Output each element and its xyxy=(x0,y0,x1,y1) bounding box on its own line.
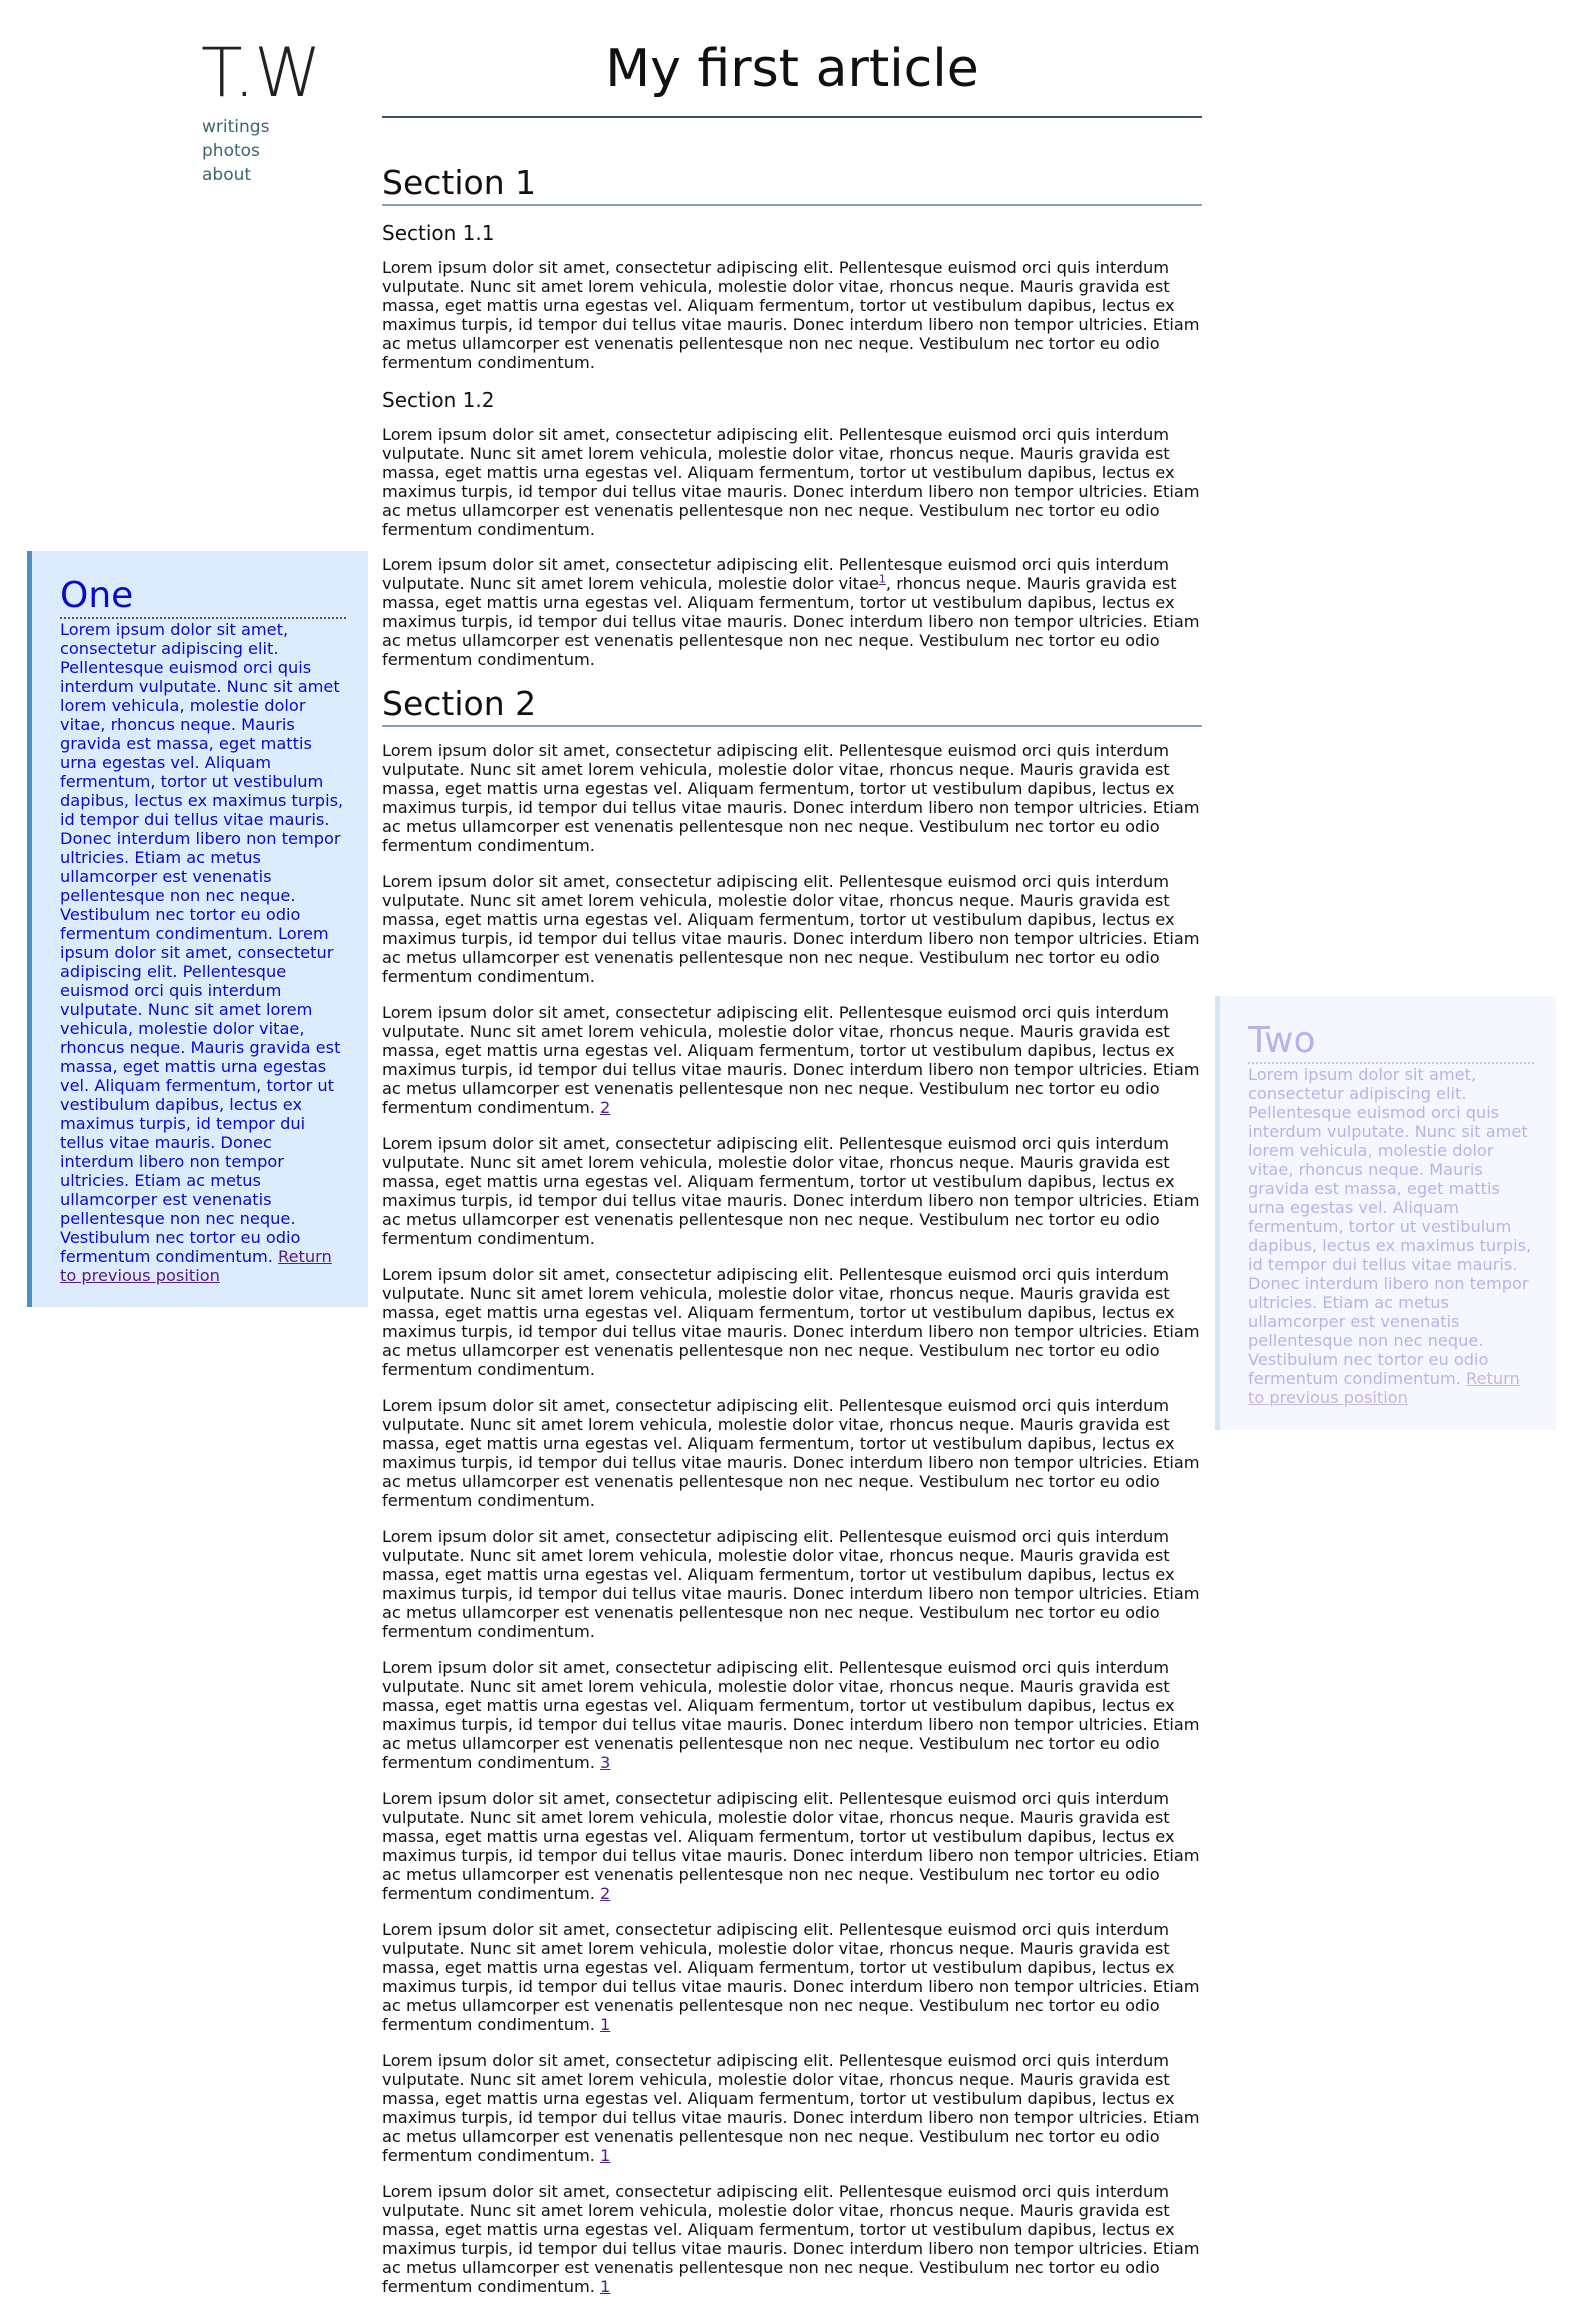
paragraph-text: Lorem ipsum dolor sit amet, consectetur adipiscing elit. Pellentesque euismod orci quis interdum vulputate. Nunc sit amet lorem vehicula, molestie dolor vitae, rhoncus neque. Mauris gravida est massa, eget mattis urna egestas vel. Aliquam fermentum, tortor ut vestibulum dapibus, lectus ex maximus turpis, id tempor dui tellus vitae mauris. Donec interdum libero non tempor ultricies. Etiam ac metus ullamcorper est venenatis pellentesque non nec neque. Vestibulum nec tortor eu odio fermentum condimentum. xyxy=(382,872,1200,986)
paragraph xyxy=(382,1134,1202,1248)
paragraph-text: , rhoncus neque. Mauris gravida est massa, eget mattis urna egestas vel. Aliquam fermentum, tortor ut vestibulum dapibus, lectus ex maximus turpis, id tempor dui tellus vitae mauris. Donec interdum libero non tempor ultricies. Etiam ac metus ullamcorper est venenatis pellentesque non nec neque. Vestibulum nec tortor eu odio fermentum condimentum. xyxy=(382,574,1200,669)
paragraph-text: Lorem ipsum dolor sit amet, consectetur adipiscing elit. Pellentesque euismod orci quis interdum vulputate. Nunc sit amet lorem vehicula, molestie dolor vitae xyxy=(382,555,1169,593)
paragraph-text: Lorem ipsum dolor sit amet, consectetur adipiscing elit. Pellentesque euismod orci quis interdum vulputate. Nunc sit amet lorem vehicula, molestie dolor vitae, rhoncus neque. Mauris gravida est massa, eget mattis urna egestas vel. Aliquam fermentum, tortor ut vestibulum dapibus, lectus ex maximus turpis, id tempor dui tellus vitae mauris. Donec interdum libero non tempor ultricies. Etiam ac metus ullamcorper est venenatis pellentesque non nec neque. Vestibulum nec tortor eu odio fermentum condimentum. xyxy=(382,1265,1200,1379)
paragraph xyxy=(382,1527,1202,1641)
section-heading: Section 1 xyxy=(382,162,1202,206)
nav-link-photos[interactable]: photos xyxy=(202,141,260,161)
return-ref-link[interactable]: 1 xyxy=(600,2277,611,2296)
paragraph xyxy=(382,1789,1202,1903)
paragraph-text: Lorem ipsum dolor sit amet, consectetur adipiscing elit. Pellentesque euismod orci quis interdum vulputate. Nunc sit amet lorem vehicula, molestie dolor vitae, rhoncus neque. Mauris gravida est massa, eget mattis urna egestas vel. Aliquam fermentum, tortor ut vestibulum dapibus, lectus ex maximus turpis, id tempor dui tellus vitae mauris. Donec interdum libero non tempor ultricies. Etiam ac metus ullamcorper est venenatis pellentesque non nec neque. Vestibulum nec tortor eu odio fermentum condimentum. xyxy=(382,1658,1200,1772)
return-ref-link[interactable]: 1 xyxy=(600,2146,611,2165)
paragraph-text: Lorem ipsum dolor sit amet, consectetur adipiscing elit. Pellentesque euismod orci quis interdum vulputate. Nunc sit amet lorem vehicula, molestie dolor vitae, rhoncus neque. Mauris gravida est massa, eget mattis urna egestas vel. Aliquam fermentum, tortor ut vestibulum dapibus, lectus ex maximus turpis, id tempor dui tellus vitae mauris. Donec interdum libero non tempor ultricies. Etiam ac metus ullamcorper est venenatis pellentesque non nec neque. Vestibulum nec tortor eu odio fermentum condimentum. xyxy=(382,1003,1200,1117)
paragraph: Lorem ipsum dolor sit amet, consectetur adipiscing elit. Pellentesque euismod orci quis interdum vulputate. Nunc sit amet lorem vehicula, molestie dolor vitae, rhoncus neque. Mauris gravida est massa, eget mattis urna egestas vel. Aliquam fermentum, tortor ut vestibulum dapibus, lectus ex maximus turpis, id tempor dui tellus vitae mauris. Donec interdum libero non tempor ultricies. Etiam ac metus ullamcorper est venenatis pellentesque non nec neque. Vestibulum nec tortor eu odio fermentum condimentum. xyxy=(382,258,1200,372)
site-logo[interactable]: T.W xyxy=(201,34,321,113)
paragraph-text: Lorem ipsum dolor sit amet, consectetur adipiscing elit. Pellentesque euismod orci quis interdum vulputate. Nunc sit amet lorem vehicula, molestie dolor vitae, rhoncus neque. Mauris gravida est massa, eget mattis urna egestas vel. Aliquam fermentum, tortor ut vestibulum dapibus, lectus ex maximus turpis, id tempor dui tellus vitae mauris. Donec interdum libero non tempor ultricies. Etiam ac metus ullamcorper est venenatis pellentesque non nec neque. Vestibulum nec tortor eu odio fermentum condimentum. xyxy=(382,2051,1200,2165)
paragraph-text: Lorem ipsum dolor sit amet, consectetur adipiscing elit. Pellentesque euismod orci quis interdum vulputate. Nunc sit amet lorem vehicula, molestie dolor vitae, rhoncus neque. Mauris gravida est massa, eget mattis urna egestas vel. Aliquam fermentum, tortor ut vestibulum dapibus, lectus ex maximus turpis, id tempor dui tellus vitae mauris. Donec interdum libero non tempor ultricies. Etiam ac metus ullamcorper est venenatis pellentesque non nec neque. Vestibulum nec tortor eu odio fermentum condimentum. xyxy=(382,1527,1200,1641)
return-ref-link[interactable]: 2 xyxy=(600,1884,611,1903)
return-ref-link[interactable]: 1 xyxy=(600,2015,611,2034)
paragraph xyxy=(382,741,1202,855)
paragraph-text: Lorem ipsum dolor sit amet, consectetur adipiscing elit. Pellentesque euismod orci quis interdum vulputate. Nunc sit amet lorem vehicula, molestie dolor vitae, rhoncus neque. Mauris gravida est massa, eget mattis urna egestas vel. Aliquam fermentum, tortor ut vestibulum dapibus, lectus ex maximus turpis, id tempor dui tellus vitae mauris. Donec interdum libero non tempor ultricies. Etiam ac metus ullamcorper est venenatis pellentesque non nec neque. Vestibulum nec tortor eu odio fermentum condimentum. xyxy=(382,1789,1200,1903)
paragraph-text: Lorem ipsum dolor sit amet, consectetur adipiscing elit. Pellentesque euismod orci quis interdum vulputate. Nunc sit amet lorem vehicula, molestie dolor vitae, rhoncus neque. Mauris gravida est massa, eget mattis urna egestas vel. Aliquam fermentum, tortor ut vestibulum dapibus, lectus ex maximus turpis, id tempor dui tellus vitae mauris. Donec interdum libero non tempor ultricies. Etiam ac metus ullamcorper est venenatis pellentesque non nec neque. Vestibulum nec tortor eu odio fermentum condimentum. xyxy=(382,1134,1200,1248)
paragraph-with-footnote xyxy=(382,555,1202,669)
sidenote-two xyxy=(1215,996,1556,1430)
subsection-heading: Section 1.2 xyxy=(382,388,495,412)
paragraph-text: Lorem ipsum dolor sit amet, consectetur adipiscing elit. Pellentesque euismod orci quis interdum vulputate. Nunc sit amet lorem vehicula, molestie dolor vitae, rhoncus neque. Mauris gravida est massa, eget mattis urna egestas vel. Aliquam fermentum, tortor ut vestibulum dapibus, lectus ex maximus turpis, id tempor dui tellus vitae mauris. Donec interdum libero non tempor ultricies. Etiam ac metus ullamcorper est venenatis pellentesque non nec neque. Vestibulum nec tortor eu odio fermentum condimentum. xyxy=(382,1396,1200,1510)
paragraph xyxy=(382,1658,1202,1772)
article-title: My first article xyxy=(382,30,1202,118)
sidenote-text: Lorem ipsum dolor sit amet, consectetur adipiscing elit. Pellentesque euismod orci quis interdum vulputate. Nunc sit amet lorem vehicula, molestie dolor vitae, rhoncus neque. Mauris gravida est massa, eget mattis urna egestas vel. Aliquam fermentum, tortor ut vestibulum dapibus, lectus ex maximus turpis, id tempor dui tellus vitae mauris. Donec interdum libero non tempor ultricies. Etiam ac metus ullamcorper est venenatis pellentesque non nec neque. Vestibulum nec tortor eu odio fermentum condimentum. xyxy=(1248,1065,1532,1388)
article xyxy=(382,30,1202,2296)
sidenote-one xyxy=(27,551,368,1307)
section-2-body xyxy=(382,741,1202,2296)
paragraph-text: Lorem ipsum dolor sit amet, consectetur adipiscing elit. Pellentesque euismod orci quis interdum vulputate. Nunc sit amet lorem vehicula, molestie dolor vitae, rhoncus neque. Mauris gravida est massa, eget mattis urna egestas vel. Aliquam fermentum, tortor ut vestibulum dapibus, lectus ex maximus turpis, id tempor dui tellus vitae mauris. Donec interdum libero non tempor ultricies. Etiam ac metus ullamcorper est venenatis pellentesque non nec neque. Vestibulum nec tortor eu odio fermentum condimentum. xyxy=(382,2182,1200,2296)
sidenote-heading: One xyxy=(60,575,346,619)
return-ref-link[interactable]: 2 xyxy=(600,1098,611,1117)
site-nav xyxy=(202,115,269,187)
paragraph xyxy=(382,1003,1202,1117)
paragraph-text: Lorem ipsum dolor sit amet, consectetur adipiscing elit. Pellentesque euismod orci quis interdum vulputate. Nunc sit amet lorem vehicula, molestie dolor vitae, rhoncus neque. Mauris gravida est massa, eget mattis urna egestas vel. Aliquam fermentum, tortor ut vestibulum dapibus, lectus ex maximus turpis, id tempor dui tellus vitae mauris. Donec interdum libero non tempor ultricies. Etiam ac metus ullamcorper est venenatis pellentesque non nec neque. Vestibulum nec tortor eu odio fermentum condimentum. xyxy=(382,741,1200,855)
paragraph xyxy=(382,1396,1202,1510)
sidenote-heading: Two xyxy=(1248,1020,1534,1064)
paragraph-text: Lorem ipsum dolor sit amet, consectetur adipiscing elit. Pellentesque euismod orci quis interdum vulputate. Nunc sit amet lorem vehicula, molestie dolor vitae, rhoncus neque. Mauris gravida est massa, eget mattis urna egestas vel. Aliquam fermentum, tortor ut vestibulum dapibus, lectus ex maximus turpis, id tempor dui tellus vitae mauris. Donec interdum libero non tempor ultricies. Etiam ac metus ullamcorper est venenatis pellentesque non nec neque. Vestibulum nec tortor eu odio fermentum condimentum. xyxy=(382,1920,1200,2034)
section-heading: Section 2 xyxy=(382,683,1202,727)
paragraph xyxy=(382,1265,1202,1379)
return-ref-link[interactable]: 3 xyxy=(600,1753,611,1772)
subsection-heading: Section 1.1 xyxy=(382,221,495,245)
sidenote-body xyxy=(1248,1064,1534,1407)
paragraph xyxy=(382,872,1202,986)
sidenote-text: Lorem ipsum dolor sit amet, consectetur adipiscing elit. Pellentesque euismod orci quis interdum vulputate. Nunc sit amet lorem vehicula, molestie dolor vitae, rhoncus neque. Mauris gravida est massa, eget mattis urna egestas vel. Aliquam fermentum, tortor ut vestibulum dapibus, lectus ex maximus turpis, id tempor dui tellus vitae mauris. Donec interdum libero non tempor ultricies. Etiam ac metus ullamcorper est venenatis pellentesque non nec neque. Vestibulum nec tortor eu odio fermentum condimentum. Lorem ipsum dolor sit amet, consectetur adipiscing elit. Pellentesque euismod orci quis interdum vulputate. Nunc sit amet lorem vehicula, molestie dolor vitae, rhoncus neque. Mauris gravida est massa, eget mattis urna egestas vel. Aliquam fermentum, tortor ut vestibulum dapibus, lectus ex maximus turpis, id tempor dui tellus vitae mauris. Donec interdum libero non tempor ultricies. Etiam ac metus ullamcorper est venenatis pellentesque non nec neque. Vestibulum nec tortor eu odio fermentum condimentum. xyxy=(60,620,344,1266)
paragraph: Lorem ipsum dolor sit amet, consectetur adipiscing elit. Pellentesque euismod orci quis interdum vulputate. Nunc sit amet lorem vehicula, molestie dolor vitae, rhoncus neque. Mauris gravida est massa, eget mattis urna egestas vel. Aliquam fermentum, tortor ut vestibulum dapibus, lectus ex maximus turpis, id tempor dui tellus vitae mauris. Donec interdum libero non tempor ultricies. Etiam ac metus ullamcorper est venenatis pellentesque non nec neque. Vestibulum nec tortor eu odio fermentum condimentum. xyxy=(382,425,1200,539)
sidenote-body xyxy=(60,619,346,1285)
paragraph xyxy=(382,2051,1202,2165)
paragraph xyxy=(382,1920,1202,2034)
nav-link-about[interactable]: about xyxy=(202,165,252,185)
nav-link-writings[interactable]: writings xyxy=(202,117,270,137)
paragraph xyxy=(382,2182,1202,2296)
return-to-previous-position-link[interactable]: Return to previous position xyxy=(1248,1369,1520,1407)
return-to-previous-position-link[interactable]: Return to previous position xyxy=(60,1247,332,1285)
footnote-link[interactable]: 1 xyxy=(878,572,886,586)
